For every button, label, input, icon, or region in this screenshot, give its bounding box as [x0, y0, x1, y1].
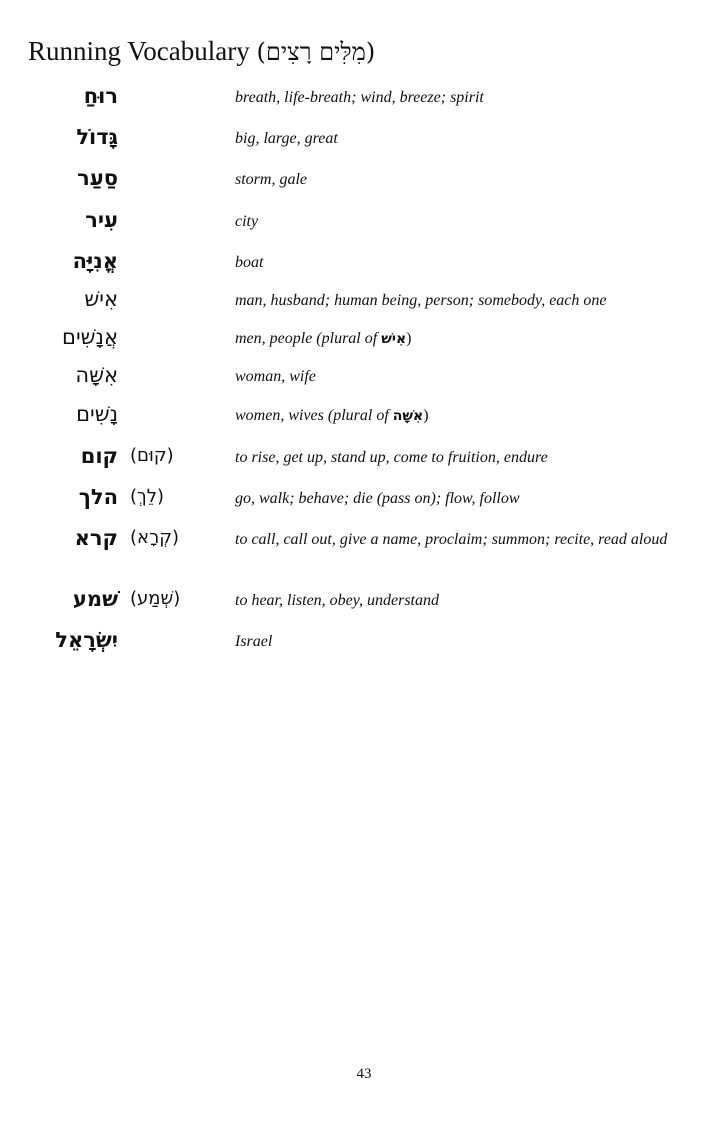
english-gloss: city — [235, 213, 259, 230]
english-gloss — [235, 402, 675, 428]
english-gloss — [235, 325, 675, 351]
hebrew-word: יִשְׂרָאֵל — [55, 628, 118, 652]
english-gloss: big, large, great — [235, 130, 338, 147]
root-form: (לֵךְ) — [130, 486, 164, 507]
gloss-close: ) — [406, 330, 412, 347]
hebrew-word: עִיר — [85, 208, 118, 232]
hebrew-word: אִשָּׁה — [75, 363, 118, 387]
hebrew-word: רוּחַ — [83, 84, 118, 108]
gloss-hebrew: אִשָּׁה — [392, 408, 424, 424]
root-form: (קוּם) — [130, 445, 174, 466]
english-gloss: man, husband; human being, person; somebody, each one — [235, 292, 607, 309]
gloss-hebrew: אִישׁ — [381, 331, 407, 347]
hebrew-word: שׁמע — [72, 587, 118, 611]
hebrew-word: אֲנָשִׁים — [62, 325, 118, 349]
english-gloss: go, walk; behave; die (pass on); flow, follow — [235, 490, 520, 507]
gloss-close: ) — [423, 407, 429, 424]
english-gloss: breath, life-breath; wind, breeze; spirit — [235, 89, 484, 106]
title-text: Running Vocabulary — [28, 36, 250, 66]
hebrew-word: קום — [80, 444, 118, 468]
english-gloss: to call, call out, give a name, proclaim; summon; recite, read aloud — [235, 531, 668, 548]
hebrew-word: הלך — [78, 485, 118, 509]
gloss-text: women, wives (plural of — [235, 407, 389, 424]
english-gloss: to rise, get up, stand up, come to fruition, endure — [235, 449, 548, 466]
hebrew-word: גָּדוֹל — [76, 125, 118, 149]
hebrew-word: סַעַר — [77, 166, 118, 190]
page-number: 43 — [356, 1066, 372, 1082]
root-form: (קְרָא) — [130, 527, 180, 548]
hebrew-word: אֳנִיָּה — [72, 249, 118, 273]
title-hebrew: (מִלִּים רָצִים) — [256, 38, 376, 66]
english-gloss: woman, wife — [235, 368, 316, 385]
hebrew-word: אִישׁ — [84, 287, 118, 311]
english-gloss: Israel — [235, 633, 273, 650]
root-form: (שְׁמַע) — [130, 588, 181, 609]
english-gloss: to hear, listen, obey, understand — [235, 592, 439, 609]
english-gloss: boat — [235, 254, 264, 271]
gloss-text: men, people (plural of — [235, 330, 378, 347]
hebrew-word: קרא — [74, 526, 118, 550]
english-gloss: storm, gale — [235, 171, 307, 188]
hebrew-word: נָשִׁים — [76, 402, 118, 426]
